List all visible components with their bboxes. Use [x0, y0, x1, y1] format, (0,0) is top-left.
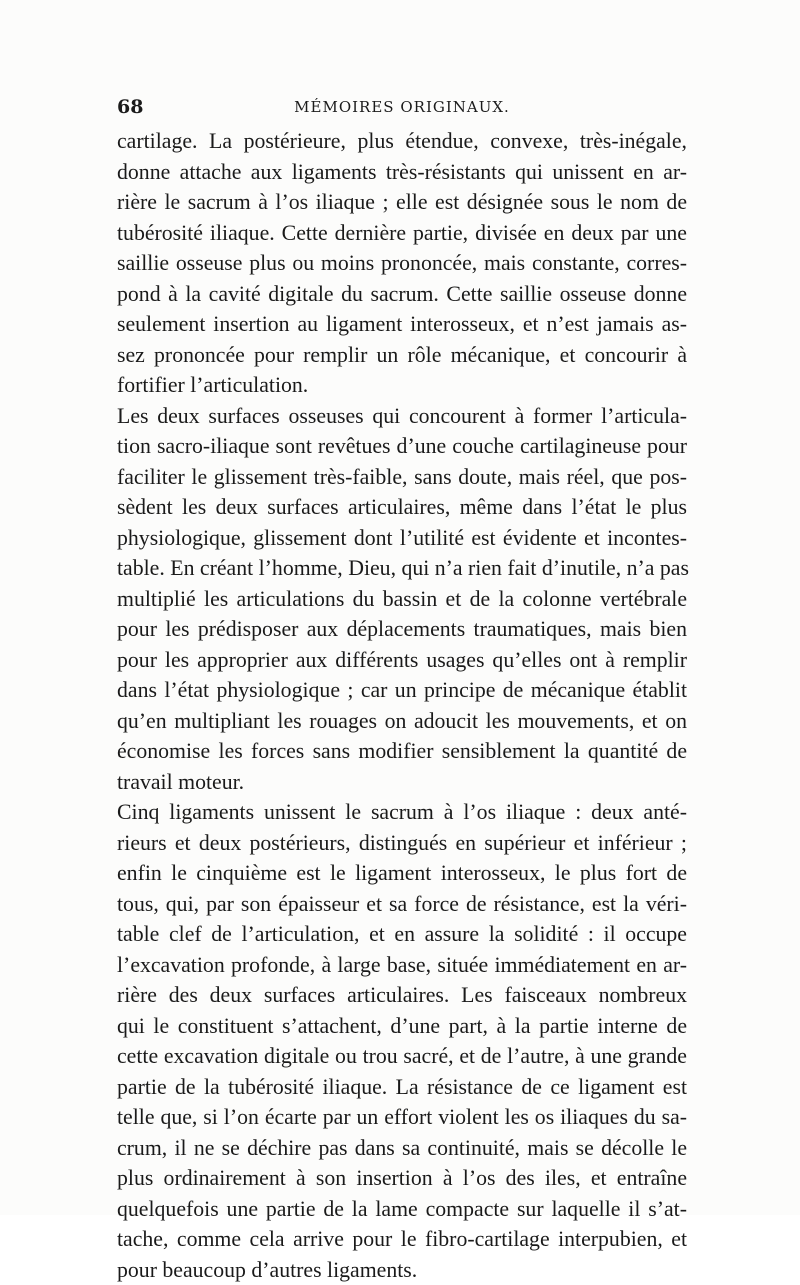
- paragraph-1: [117, 126, 687, 401]
- text-line: table. En créant l’homme, Dieu, qui n’a rien fait d’inutile, n’a pas: [117, 553, 687, 584]
- text-line: Cinq ligaments unissent le sacrum à l’os iliaque : deux anté-: [117, 797, 687, 828]
- text-line: multiplié les articulations du bassin et de la colonne vertébrale: [117, 584, 687, 615]
- text-line: physiologique, glissement dont l’utilité est évidente et incontes-: [117, 523, 687, 554]
- text-line: fortifier l’articulation.: [117, 370, 687, 401]
- text-line: faciliter le glissement très-faible, sans doute, mais réel, que pos-: [117, 462, 687, 493]
- page-header: [117, 96, 687, 126]
- text-line: travail moteur.: [117, 767, 687, 798]
- text-line: cette excavation digitale ou trou sacré, et de l’autre, à une grande: [117, 1041, 687, 1072]
- text-line: dans l’état physiologique ; car un principe de mécanique établit: [117, 675, 687, 706]
- text-line: rière des deux surfaces articulaires. Les faisceaux nombreux: [117, 980, 687, 1011]
- text-line: sez prononcée pour remplir un rôle mécanique, et concourir à: [117, 340, 687, 371]
- paragraph-3: [117, 797, 687, 1285]
- text-line: tache, comme cela arrive pour le fibro-cartilage interpubien, et: [117, 1224, 687, 1255]
- text-line: table clef de l’articulation, et en assure la solidité : il occupe: [117, 919, 687, 950]
- page-number: 68: [117, 96, 143, 118]
- text-line: qu’en multipliant les rouages on adoucit les mouvements, et on: [117, 706, 687, 737]
- text-line: qui le constituent s’attachent, d’une part, à la partie interne de: [117, 1011, 687, 1042]
- text-line: quelquefois une partie de la lame compacte sur laquelle il s’at-: [117, 1194, 687, 1225]
- text-line: enfin le cinquième est le ligament interosseux, le plus fort de: [117, 858, 687, 889]
- body-text: [117, 126, 687, 1285]
- text-line: pour les prédisposer aux déplacements traumatiques, mais bien: [117, 614, 687, 645]
- text-line: cartilage. La postérieure, plus étendue, convexe, très-inégale,: [117, 126, 687, 157]
- text-line: crum, il ne se déchire pas dans sa continuité, mais se décolle le: [117, 1133, 687, 1164]
- text-line: seulement insertion au ligament interosseux, et n’est jamais as-: [117, 309, 687, 340]
- text-line: pour beaucoup d’autres ligaments.: [117, 1255, 687, 1285]
- text-line: donne attache aux ligaments très-résistants qui unissent en ar-: [117, 157, 687, 188]
- text-line: telle que, si l’on écarte par un effort violent les os iliaques du sa-: [117, 1102, 687, 1133]
- text-line: l’excavation profonde, à large base, située immédiatement en ar-: [117, 950, 687, 981]
- text-line: plus ordinairement à son insertion à l’os des iles, et entraîne: [117, 1163, 687, 1194]
- text-line: tion sacro-iliaque sont revêtues d’une couche cartilagineuse pour: [117, 431, 687, 462]
- text-line: partie de la tubérosité iliaque. La résistance de ce ligament est: [117, 1072, 687, 1103]
- text-line: pond à la cavité digitale du sacrum. Cette saillie osseuse donne: [117, 279, 687, 310]
- text-line: rieurs et deux postérieurs, distingués en supérieur et inférieur ;: [117, 828, 687, 859]
- text-line: Les deux surfaces osseuses qui concourent à former l’articula-: [117, 401, 687, 432]
- text-line: tubérosité iliaque. Cette dernière partie, divisée en deux par une: [117, 218, 687, 249]
- text-line: rière le sacrum à l’os iliaque ; elle est désignée sous le nom de: [117, 187, 687, 218]
- text-line: pour les approprier aux différents usages qu’elles ont à remplir: [117, 645, 687, 676]
- paragraph-2: [117, 401, 687, 798]
- text-line: économise les forces sans modifier sensiblement la quantité de: [117, 736, 687, 767]
- running-head: MÉMOIRES ORIGINAUX.: [117, 98, 687, 116]
- text-line: sèdent les deux surfaces articulaires, même dans l’état le plus: [117, 492, 687, 523]
- text-line: tous, qui, par son épaisseur et sa force de résistance, est la véri-: [117, 889, 687, 920]
- text-line: saillie osseuse plus ou moins prononcée, mais constante, corres-: [117, 248, 687, 279]
